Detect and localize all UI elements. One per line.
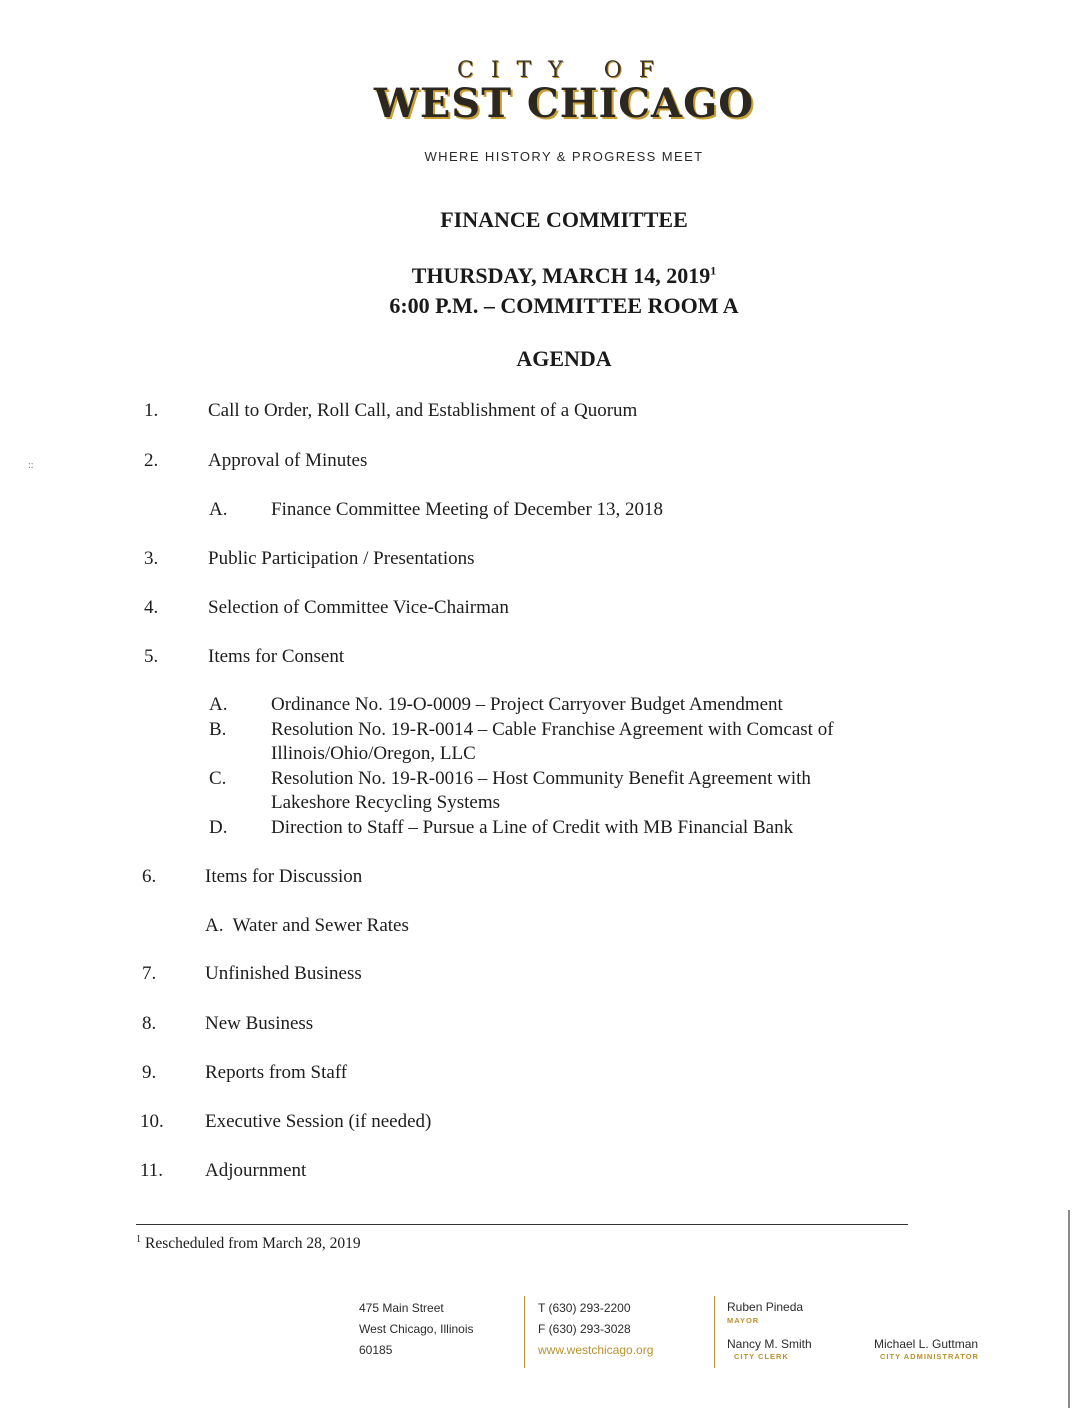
address-zip: 60185	[359, 1343, 393, 1357]
footnote	[136, 1234, 361, 1253]
agenda-subitem-text-cont: Illinois/Ohio/Oregon, LLC	[271, 743, 476, 764]
agenda-subitem-text: A. Water and Sewer Rates	[205, 915, 409, 936]
agenda-item-number: 8.	[142, 1013, 157, 1034]
meeting-date	[0, 263, 1088, 289]
meeting-date-text: THURSDAY, MARCH 14, 2019	[411, 263, 711, 288]
agenda-subitem-text: Direction to Staff – Pursue a Line of Credit with MB Financial Bank	[271, 817, 794, 838]
agenda-item-number: 5.	[144, 646, 159, 667]
agenda-title: AGENDA	[516, 346, 612, 371]
agenda-subitem-letter: A.	[209, 499, 228, 520]
agenda-item-number: 10.	[140, 1111, 164, 1132]
mayor-title: MAYOR	[727, 1316, 760, 1325]
meeting-date-footnote-ref: 1	[710, 263, 717, 278]
committee-title: FINANCE COMMITTEE	[440, 207, 688, 232]
fax-number: F (630) 293-3028	[538, 1322, 631, 1336]
agenda-subitem-text: Ordinance No. 19-O-0009 – Project Carryover Budget Amendment	[271, 694, 783, 715]
meeting-time-location: 6:00 P.M. – COMMITTEE ROOM A	[389, 293, 739, 318]
agenda-item-number: 2.	[144, 450, 159, 471]
agenda-item-text: Public Participation / Presentations	[208, 548, 475, 569]
administrator-name: Michael L. Guttman	[874, 1337, 979, 1351]
mayor-name: Ruben Pineda	[727, 1300, 804, 1314]
clerk-name: Nancy M. Smith	[727, 1337, 812, 1351]
footer-divider	[524, 1296, 525, 1368]
agenda-item-number: 4.	[144, 597, 159, 618]
agenda-subitem-text: Resolution No. 19-R-0016 – Host Community Benefit Agreement with	[271, 768, 811, 789]
mayor-block	[727, 1298, 803, 1325]
agenda-subitem-letter: A.	[209, 694, 228, 715]
clerk-title: CITY CLERK	[734, 1352, 789, 1361]
agenda-subitem-text-cont: Lakeshore Recycling Systems	[271, 792, 501, 813]
agenda-item-text: New Business	[205, 1013, 314, 1034]
agenda-item-text: Call to Order, Roll Call, and Establishment of a Quorum	[208, 400, 638, 421]
agenda-item-number: 11.	[140, 1160, 164, 1181]
agenda-item-text: Selection of Committee Vice-Chairman	[208, 597, 509, 618]
address-street: 475 Main Street	[359, 1301, 444, 1315]
logo-city-of: CITY OF	[456, 58, 671, 83]
agenda-subitem-text: Finance Committee Meeting of December 13, 2018	[271, 499, 664, 520]
phone-block	[538, 1298, 653, 1361]
agenda-item-text: Reports from Staff	[205, 1062, 348, 1083]
logo-city-name: WEST CHICAGO	[373, 80, 755, 127]
agenda-item-text: Items for Discussion	[205, 866, 363, 887]
address-city: West Chicago, Illinois	[359, 1322, 474, 1336]
agenda-subitem-letter: B.	[209, 719, 227, 740]
administrator-block	[874, 1336, 979, 1361]
footer-divider	[714, 1296, 715, 1368]
phone-number: T (630) 293-2200	[538, 1301, 631, 1315]
agenda-item-number: 3.	[144, 548, 159, 569]
agenda-item-number: 6.	[142, 866, 157, 887]
footnote-rule	[136, 1224, 908, 1225]
agenda-item-number: 1.	[144, 400, 159, 421]
agenda-item-number: 7.	[142, 963, 157, 984]
logo-tagline: WHERE HISTORY & PROGRESS MEET	[424, 149, 704, 164]
clerk-block	[727, 1336, 812, 1361]
agenda-item-number: 9.	[142, 1062, 157, 1083]
administrator-title: CITY ADMINISTRATOR	[880, 1352, 979, 1361]
agenda-subitem-letter: D.	[209, 817, 228, 838]
agenda-subitem-text: Resolution No. 19-R-0014 – Cable Franchise Agreement with Comcast of	[271, 719, 834, 740]
address-block	[359, 1298, 474, 1361]
scan-edge-line	[1068, 1210, 1070, 1408]
website-link[interactable]: www.westchicago.org	[538, 1343, 654, 1357]
agenda-item-text: Items for Consent	[208, 646, 345, 667]
agenda-item-text: Unfinished Business	[205, 963, 362, 984]
agenda-item-text: Approval of Minutes	[208, 450, 368, 471]
footnote-ref: 1	[136, 1234, 141, 1245]
agenda-subitem-letter: C.	[209, 768, 227, 789]
stray-mark: ::	[28, 460, 34, 471]
footnote-text: Rescheduled from March 28, 2019	[145, 1235, 361, 1252]
agenda-item-text: Adjournment	[205, 1160, 307, 1181]
agenda-item-text: Executive Session (if needed)	[205, 1111, 432, 1132]
